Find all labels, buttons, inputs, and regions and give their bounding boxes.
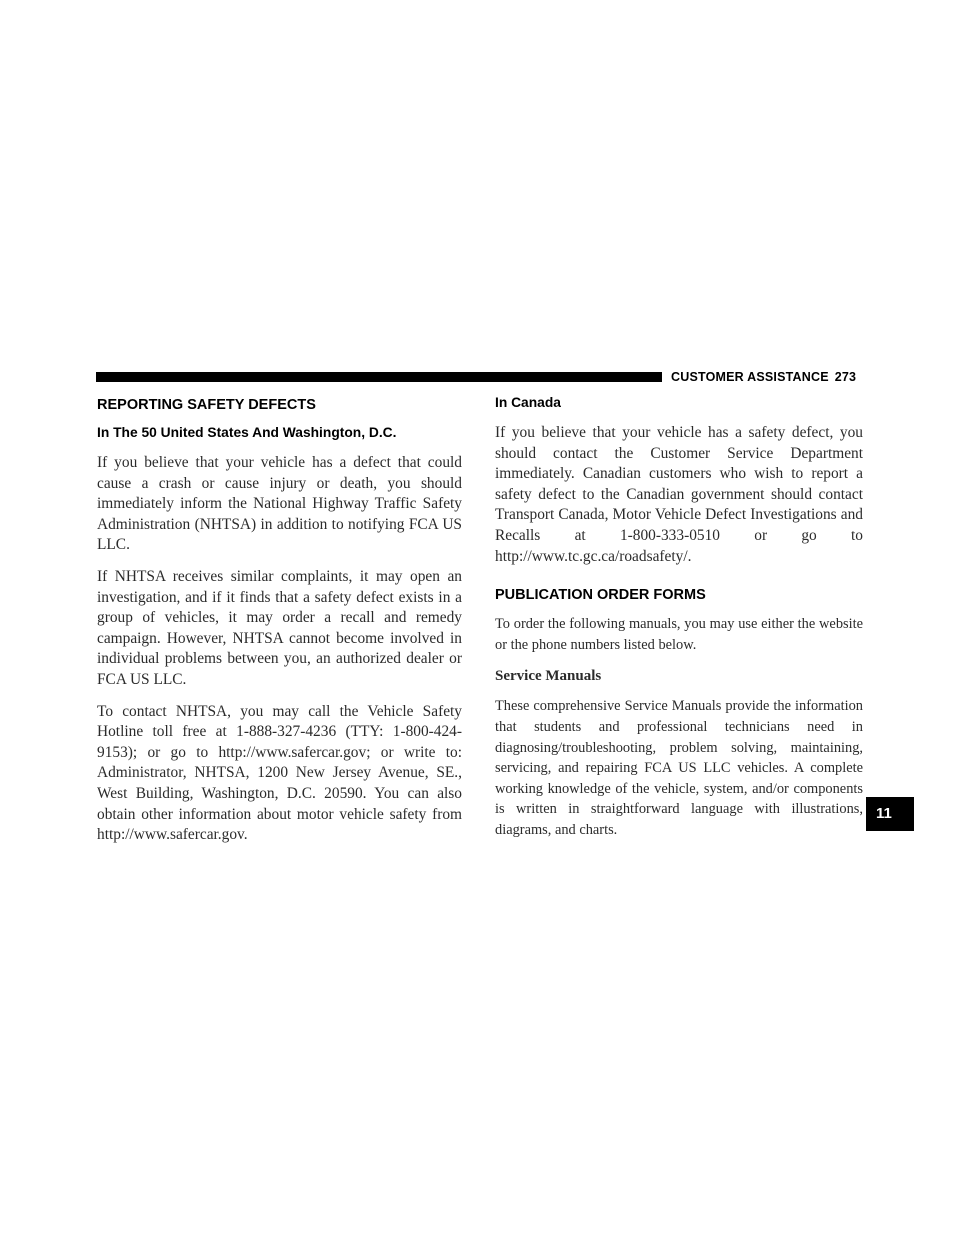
header-rule-bar: [96, 372, 662, 382]
heading-reporting-safety-defects: REPORTING SAFETY DEFECTS: [97, 397, 316, 413]
subheading-us-dc: In The 50 United States And Washington, D.C.: [97, 425, 397, 440]
chapter-tab: 11: [866, 797, 914, 831]
heading-publication-order-forms: PUBLICATION ORDER FORMS: [495, 587, 706, 604]
heading-service-manuals: Service Manuals: [495, 668, 602, 685]
right-column: [495, 390, 863, 852]
running-head: [671, 368, 865, 386]
paragraph-defect-inform: If you believe that your vehicle has a defect that could cause a crash or cause injury or death, you should immediately inform the National Highway Traffic Safety Administration (NHTSA) in addition to notifying FCA US LLC.: [97, 454, 462, 554]
paragraph-canada: If you believe that your vehicle has a safety defect, you should contact the Customer Service Department immediately. Canadian customers who wish to report a safety defect to the Canadian government should contact Transport Canada, Motor Vehicle Defect Investigations and Recalls at 1-800-333-0510 or go to http://www.tc.gc.ca/roadsafety/.: [495, 424, 863, 565]
paragraph-publication: To order the following manuals, you may use either the website or the phone numbers listed below.: [495, 616, 863, 653]
heading-in-canada: In Canada: [495, 395, 561, 410]
left-column: [97, 390, 462, 857]
page-number: 273: [834, 370, 857, 384]
paragraph-contact-nhtsa: To contact NHTSA, you may call the Vehicle Safety Hotline toll free at 1-888-327-4236 (TTY: 1-800-424-9153); or go to http://www.safercar.gov; or write to: Administrator, NHTSA, 1200 New Jersey Avenue, SE., West Building, Washington, D.C. 20590. You can also obtain other information about motor vehicle safety from http://www.safercar.gov.: [97, 702, 462, 844]
paragraph-nhtsa-investigation: If NHTSA receives similar complaints, it may open an investigation, and if it finds that a safety defect exists in a group of vehicles, it may order a recall and remedy campaign. However, NHTSA cannot become involved in individual problems between you, an authorized dealer or FCA US LLC.: [97, 567, 462, 688]
paragraph-service-manuals: These comprehensive Service Manuals provide the information that students and professional technicians need in diagnosing/troubleshooting, problem solving, maintaining, servicing, and repairing FCA US LLC vehicles. A complete working knowledge of the vehicle, system, and/or components is written in straightforward language with illustrations, diagrams, and charts.: [495, 698, 863, 838]
section-title: CUSTOMER ASSISTANCE: [671, 370, 829, 384]
